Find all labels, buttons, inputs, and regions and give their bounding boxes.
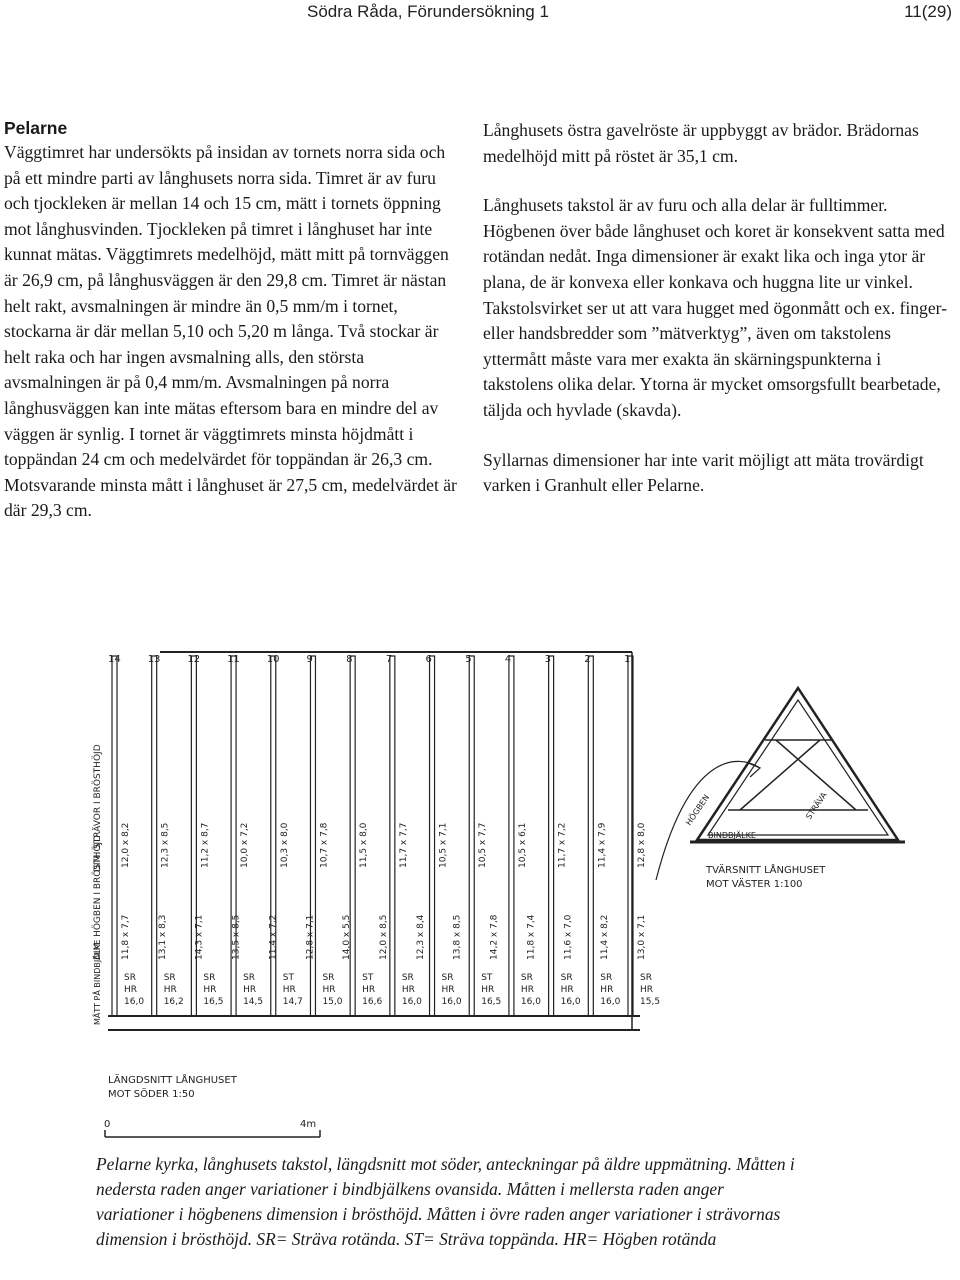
truss-number: 8 — [346, 654, 353, 665]
truss-number: 1 — [624, 654, 631, 665]
code-bottom: HR — [640, 985, 654, 995]
document-title: Södra Råda, Förundersökning 1 — [307, 2, 549, 21]
paragraph-truss: Långhusets takstol är av furu och alla delar är fulltimmer. Högbenen över både långhuset och koret är konsekvent satta med rotändan nedåt. Inga dimensioner är exakt lika och inga ytor är plana, de är konvexa eller konkava och huggna lite ur vinkel. Takstolsvirket ser ut att vara hugget med ögonmått och ex. finger- eller handsbredder som ”mätverktyg”, även om takstolens yttermått måste vara mer exakta än skärningspunkterna i takstolens olika delar. Ytorna är mycket omsorgsfullt bearbetade, täljda och hyvlade (skavda). — [483, 195, 948, 420]
code-top: SR — [203, 973, 216, 983]
code-value: 14,5 — [243, 997, 264, 1007]
code-top: SR — [520, 973, 533, 983]
figure-caption: Pelarne kyrka, långhusets takstol, längdsnitt mot söder, anteckningar på äldre uppmätning. Måtten i nedersta raden anger variationer i bindbjälkens ovansida. Måtten i mellersta raden anger variationer i högbenens dimension i brösthöjd. Måtten i övre raden anger variationer i strävornas dimension i brösthöjd. SR= Sträva rotända. ST= Sträva toppända. HR= Högben rotända — [96, 1154, 795, 1249]
cross-title: TVÄRSNITT LÅNGHUSET — [706, 865, 826, 876]
code-bottom: HR — [481, 985, 495, 995]
truss-number: 6 — [425, 654, 432, 665]
code-value: 16,5 — [481, 997, 502, 1007]
code-bottom: HR — [401, 985, 415, 995]
truss-number: 4 — [504, 654, 512, 665]
section-title: LÄNGDSNITT LÅNGHUSET — [108, 1075, 237, 1086]
cross-outline — [697, 688, 898, 840]
upper-dimension: 12,3 x 8,5 — [160, 822, 171, 868]
truss-number: 11 — [227, 654, 240, 665]
page-header — [0, 0, 960, 26]
code-bottom: HR — [322, 985, 336, 995]
code-top: SR — [441, 973, 454, 983]
code-value: 16,0 — [520, 997, 541, 1007]
lower-dimension: 11,6 x 7,0 — [563, 914, 574, 960]
body-paragraph: Väggtimret har undersökts på insidan av tornets norra sida och på ett mindre parti av långhusets norra sida. Timret är av furu och tjockleken är mellan 14 och 15 cm, mätt i tornets öppning mot långhusvinden. Tjockleken på timret i långhuset har inte kunnat mätas. Väggtimrets medelhöjd, mätt mitt på tornväggen är 26,9 cm, på långhusväggen är den 29,8 cm. Timret är nästan helt rakt, avsmalningen är mindre än 0,5 mm/m i tornet, stockarna är där mellan 5,10 och 5,20 m långa. Två stockar är helt raka och har ingen avsmalning alls, den största avsmalningen är på 0,4 mm/m. Avsmalningen på norra långhusväggen kan inte mätas eftersom bara en mindre del av väggen är synlig. I tornet är väggtimrets minsta höjdmått i toppändan 24 cm och medelvärdet för toppändan är 26,3 cm. Motsvarande minsta mått i långhuset är 27,5 cm, medelvärdet är där 29,3 cm. — [4, 142, 457, 521]
key-base-label: MÅTT PÅ BINDBJÄLKE — [93, 939, 102, 1025]
code-top: SR — [600, 973, 613, 983]
rafter-6 — [430, 656, 435, 1016]
lower-dimension: 12,0 x 8,5 — [379, 914, 389, 960]
left-column — [4, 116, 464, 524]
code-value: 15,5 — [640, 997, 661, 1007]
scale-end-label: 4m — [300, 1119, 317, 1130]
rafter-5 — [469, 656, 474, 1016]
truss-drawing — [0, 630, 960, 1150]
code-bottom: HR — [203, 985, 217, 995]
lower-dimension: 12,3 x 8,4 — [415, 914, 426, 960]
truss-number: 12 — [187, 654, 201, 665]
code-value: 16,0 — [401, 997, 422, 1007]
code-value: 15,0 — [322, 997, 343, 1007]
truss-number: 5 — [465, 654, 472, 665]
truss-number: 2 — [584, 654, 591, 665]
key-lower-label: DIM. HÖGBEN I BRÖSTHÖJD — [93, 834, 103, 960]
code-top: ST — [481, 973, 493, 983]
code-top: SR — [124, 973, 136, 983]
rafter-8 — [350, 656, 355, 1016]
upper-dimension: 12,8 x 8,0 — [637, 822, 647, 868]
truss-number: 10 — [266, 654, 280, 665]
label-bindbjalke: BINDBJÄLKE — [708, 831, 756, 840]
upper-dimension: 11,5 x 8,0 — [359, 822, 370, 868]
rafter-12 — [191, 656, 196, 1016]
lower-dimension: 11,8 x 7,7 — [121, 914, 131, 960]
key-upper-label: DIM. STRÄVOR I BRÖSTHÖJD — [93, 744, 103, 872]
upper-dimension: 10,7 x 7,8 — [319, 822, 330, 868]
lower-dimension: 11,4 x 8,2 — [600, 914, 611, 960]
upper-dimension: 10,5 x 7,1 — [438, 822, 449, 868]
rafter-4 — [509, 656, 514, 1016]
truss-number: 14 — [108, 654, 121, 665]
section-scale: MOT SÖDER 1:50 — [108, 1089, 195, 1100]
longitudinal-section — [108, 652, 660, 1030]
scale-start-label: 0 — [104, 1119, 111, 1130]
code-top: SR — [560, 973, 573, 983]
code-bottom: HR — [600, 985, 614, 995]
rafter-11 — [231, 656, 236, 1016]
code-bottom: HR — [560, 985, 574, 995]
upper-dimension: 11,7 x 7,2 — [557, 822, 568, 868]
truss-number: 9 — [306, 654, 313, 665]
lower-dimension: 11,4 x 7,2 — [268, 914, 279, 960]
code-top: SR — [322, 973, 335, 983]
code-value: 16,0 — [441, 997, 462, 1007]
lower-dimension: 14,0 x 5,5 — [342, 914, 353, 960]
code-value: 16,6 — [362, 997, 383, 1007]
truss-number: 7 — [385, 654, 393, 665]
label-strava: STRÄVA — [804, 790, 829, 822]
upper-dimension: 12,0 x 8,2 — [121, 822, 131, 868]
code-top: SR — [163, 973, 176, 983]
lower-dimension: 11,8 x 7,4 — [526, 914, 537, 960]
cross-scale: MOT VÄSTER 1:100 — [706, 879, 803, 890]
code-bottom: HR — [520, 985, 534, 995]
lower-dimension: 13,0 x 7,1 — [637, 914, 647, 960]
code-value: 16,5 — [203, 997, 224, 1007]
rafter-2 — [588, 656, 593, 1016]
code-bottom: HR — [243, 985, 257, 995]
code-bottom: HR — [163, 985, 177, 995]
code-top: SR — [640, 973, 652, 983]
right-column — [483, 118, 953, 499]
code-value: 16,0 — [600, 997, 621, 1007]
truss-number: 3 — [544, 654, 551, 665]
lower-dimension: 14,3 x 7,1 — [194, 914, 205, 960]
upper-dimension: 10,5 x 7,7 — [478, 822, 489, 868]
upper-dimension: 10,5 x 6,1 — [517, 822, 528, 868]
code-bottom: HR — [362, 985, 376, 995]
page-number: 11(29) — [904, 2, 952, 21]
code-value: 16,0 — [124, 997, 145, 1007]
lower-dimension: 13,8 x 8,5 — [452, 914, 463, 960]
paragraph-gable: Långhusets östra gavelröste är uppbyggt av brädor. Brädornas medelhöjd mitt på röstet är 35,1 cm. — [483, 120, 919, 166]
rafter-9 — [310, 656, 315, 1016]
lower-dimension: 13,1 x 8,3 — [157, 914, 168, 960]
code-bottom: HR — [441, 985, 455, 995]
rafter-10 — [271, 656, 276, 1016]
upper-dimension: 10,0 x 7,2 — [240, 822, 251, 868]
paragraph-sills: Syllarnas dimensioner har inte varit möjligt att mäta trovärdigt varken i Granhult eller Pelarne. — [483, 449, 924, 496]
section-heading: Pelarne — [4, 118, 68, 138]
pointer-arrow — [656, 761, 760, 880]
code-bottom: HR — [282, 985, 296, 995]
cross-inner-outline — [708, 700, 888, 835]
label-hogben: HÖGBEN — [684, 793, 712, 828]
code-value: 16,2 — [163, 997, 184, 1007]
rafter-3 — [549, 656, 554, 1016]
lower-dimension: 13,5 x 8,5 — [231, 914, 242, 960]
code-value: 16,0 — [560, 997, 581, 1007]
upper-dimension: 11,4 x 7,9 — [597, 822, 608, 868]
code-top: ST — [282, 973, 294, 983]
lower-dimension: 12,8 x 7,1 — [305, 914, 316, 960]
code-top: ST — [362, 973, 374, 983]
upper-dimension: 11,2 x 8,7 — [200, 822, 211, 868]
code-value: 14,7 — [282, 997, 303, 1007]
lower-dimension: 14,2 x 7,8 — [489, 914, 500, 960]
upper-dimension: 10,3 x 8,0 — [279, 822, 290, 868]
scale-bar — [104, 1119, 320, 1137]
code-bottom: HR — [124, 985, 138, 995]
code-top: SR — [401, 973, 414, 983]
rafter-14 — [112, 656, 117, 1016]
rafter-13 — [152, 656, 157, 1016]
rafter-7 — [390, 656, 395, 1016]
code-top: SR — [243, 973, 256, 983]
upper-dimension: 11,7 x 7,7 — [398, 822, 409, 868]
truss-number: 13 — [147, 654, 161, 665]
